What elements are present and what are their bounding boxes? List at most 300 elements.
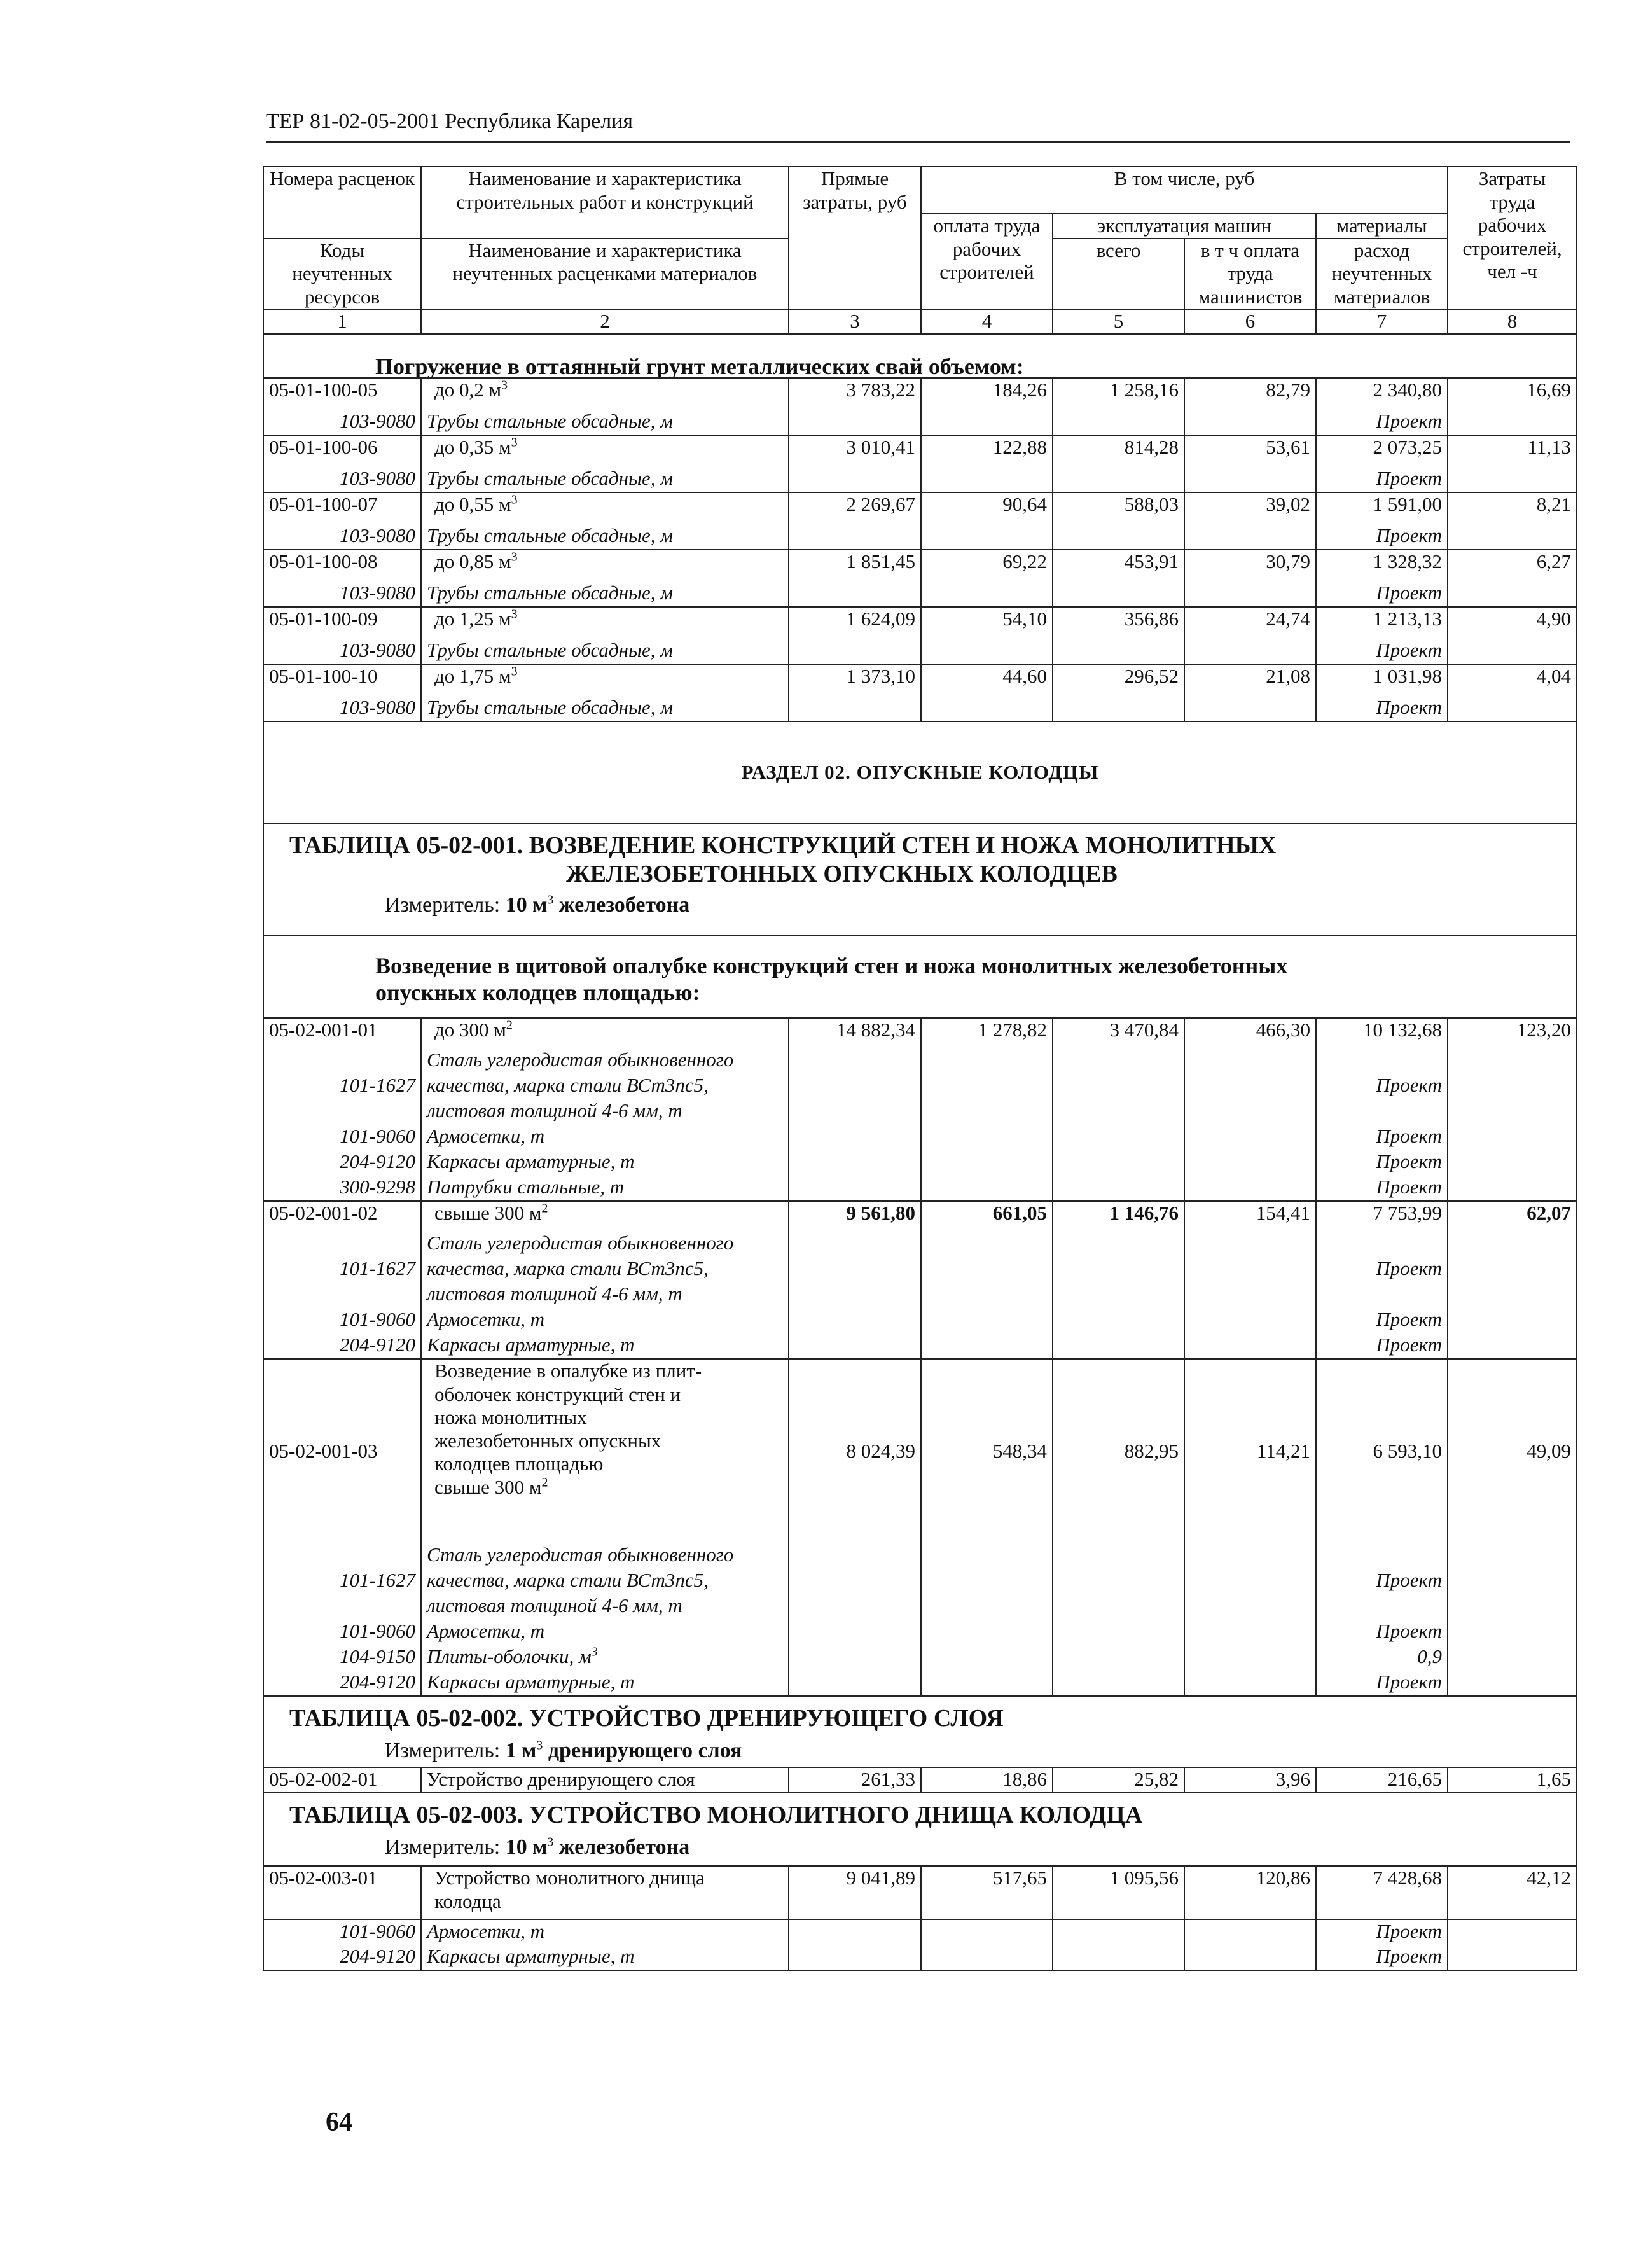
- machine-labor-cost: 466,30: [1184, 1018, 1316, 1048]
- hdr-group-machines: эксплуатация машин: [1053, 214, 1316, 239]
- hdr-col6: в т ч оплата труда машинистов: [1184, 239, 1316, 310]
- materials-cost: 7 753,99: [1316, 1201, 1448, 1232]
- material-code: [263, 1099, 421, 1125]
- rate-name: [421, 1201, 789, 1232]
- measure-label: Измеритель:: [385, 893, 501, 917]
- material-row: [263, 1125, 1577, 1150]
- empty-cell: [1053, 1283, 1184, 1308]
- material-name-text: Армосетки, т: [427, 1125, 545, 1147]
- material-row: [263, 1569, 1577, 1594]
- material-code: 204-9120: [263, 1333, 421, 1359]
- empty-cell: [1184, 1919, 1316, 1945]
- material-value: Проект: [1316, 1176, 1448, 1201]
- empty-cell: [1184, 1232, 1316, 1257]
- empty-cell: [789, 1283, 921, 1308]
- rate-name-line: Возведение в опалубке из плит-: [434, 1360, 702, 1382]
- rate-row: [263, 492, 1577, 524]
- empty-cell: [921, 524, 1053, 550]
- empty-cell: [1184, 1048, 1316, 1074]
- material-code: 101-1627: [263, 1257, 421, 1283]
- empty-cell: [789, 1620, 921, 1645]
- empty-cell: [789, 1176, 921, 1201]
- measure-sup: 3: [547, 893, 554, 907]
- t001-measure: [289, 893, 1571, 918]
- empty-cell: [1053, 1176, 1184, 1201]
- empty-cell: [1053, 1125, 1184, 1150]
- labor-hours: 16,69: [1448, 378, 1577, 410]
- material-row: [263, 696, 1577, 721]
- machine-labor-cost: 120,86: [1184, 1866, 1316, 1919]
- machine-labor-cost: 39,02: [1184, 492, 1316, 524]
- empty-cell: [789, 1645, 921, 1671]
- rate-name-line: колодцев площадью: [434, 1452, 604, 1475]
- rate-name-text: до 0,85 м: [434, 550, 511, 573]
- direct-cost: 9 041,89: [789, 1866, 921, 1919]
- material-value: [1316, 1048, 1448, 1074]
- labor-hours: 4,90: [1448, 607, 1577, 639]
- rate-name: [421, 550, 789, 581]
- material-name: [421, 1645, 789, 1671]
- rate-name: [421, 1018, 789, 1048]
- labor-cost: 661,05: [921, 1201, 1053, 1232]
- empty-cell: [1184, 1099, 1316, 1125]
- labor-hours: 123,20: [1448, 1018, 1577, 1048]
- material-name-text: Каркасы арматурные, т: [427, 1333, 635, 1356]
- direct-cost: 14 882,34: [789, 1018, 921, 1048]
- empty-cell: [789, 1594, 921, 1620]
- empty-cell: [1053, 1569, 1184, 1594]
- empty-cell: [1053, 1645, 1184, 1671]
- machine-cost: 25,82: [1053, 1767, 1184, 1793]
- t003-measure: [289, 1835, 1571, 1860]
- material-name: [421, 1594, 789, 1620]
- machine-cost: 588,03: [1053, 492, 1184, 524]
- machine-labor-cost: 114,21: [1184, 1359, 1316, 1543]
- material-value: Проект: [1316, 410, 1448, 435]
- col-number: 3: [789, 309, 921, 334]
- rate-code: 05-01-100-06: [263, 435, 421, 467]
- rate-name-text: свыше 300 м: [434, 1202, 542, 1224]
- material-name: [421, 1074, 789, 1099]
- header-rule: [266, 141, 1570, 143]
- direct-cost: 1 373,10: [789, 664, 921, 696]
- empty-cell: [789, 1074, 921, 1099]
- rate-row: [263, 1018, 1577, 1048]
- materials-cost: 216,65: [1316, 1767, 1448, 1793]
- machine-labor-cost: 30,79: [1184, 550, 1316, 581]
- materials-cost: 1 591,00: [1316, 492, 1448, 524]
- machine-cost: 882,95: [1053, 1359, 1184, 1543]
- empty-cell: [921, 1620, 1053, 1645]
- material-value: Проект: [1316, 1945, 1448, 1970]
- material-row: [263, 1283, 1577, 1308]
- materials-cost: 10 132,68: [1316, 1018, 1448, 1048]
- empty-cell: [921, 1671, 1053, 1696]
- empty-cell: [1053, 1594, 1184, 1620]
- empty-cell: [1448, 1048, 1577, 1074]
- empty-cell: [789, 1099, 921, 1125]
- material-name: [421, 1048, 789, 1074]
- rate-row: [263, 1359, 1577, 1543]
- rate-name-line: железобетонных опускных: [434, 1429, 661, 1452]
- rate-name-line: ножа монолитных: [434, 1406, 587, 1429]
- material-name-text: Сталь углеродистая обыкновенного: [427, 1048, 734, 1071]
- material-name: Трубы стальные обсадные, м: [421, 639, 789, 664]
- rate-name: [421, 664, 789, 696]
- material-name-text: Каркасы арматурные, т: [427, 1150, 635, 1172]
- rate-code: 05-02-003-01: [263, 1866, 421, 1919]
- rate-name: [421, 1359, 789, 1543]
- machine-labor-cost: 82,79: [1184, 378, 1316, 410]
- machine-cost: 453,91: [1053, 550, 1184, 581]
- piles-heading: Погружение в оттаянный грунт металлических свай объемом:: [375, 353, 1024, 379]
- unit-superscript: 2: [541, 1475, 548, 1490]
- empty-cell: [1184, 1074, 1316, 1099]
- rate-name: Устройство дренирующего слоя: [421, 1767, 789, 1793]
- machine-cost: 356,86: [1053, 607, 1184, 639]
- machine-cost: 3 470,84: [1053, 1018, 1184, 1048]
- empty-cell: [1053, 1945, 1184, 1970]
- direct-cost: 8 024,39: [789, 1359, 921, 1543]
- t001-title-cell: [263, 823, 1577, 935]
- material-value: 0,9: [1316, 1645, 1448, 1671]
- material-name: [421, 1919, 789, 1945]
- empty-cell: [1184, 1308, 1316, 1333]
- material-value: Проект: [1316, 1333, 1448, 1359]
- empty-cell: [1184, 1257, 1316, 1283]
- material-value: Проект: [1316, 1569, 1448, 1594]
- unit-superscript: 3: [511, 607, 518, 622]
- empty-cell: [921, 696, 1053, 721]
- empty-cell: [1184, 639, 1316, 664]
- empty-cell: [789, 1125, 921, 1150]
- empty-cell: [1053, 1333, 1184, 1359]
- t001-subhead-cell: [263, 935, 1577, 1018]
- empty-cell: [1053, 1543, 1184, 1569]
- hdr-col1-bottom: Коды неучтенных ресурсов: [263, 239, 421, 310]
- t001-title-line2: ЖЕЛЕЗОБЕТОННЫХ ОПУСКНЫХ КОЛОДЦЕВ: [566, 860, 1118, 887]
- t002-title-cell: [263, 1696, 1577, 1767]
- material-value: Проект: [1316, 1308, 1448, 1333]
- empty-cell: [1053, 1308, 1184, 1333]
- material-name: [421, 1308, 789, 1333]
- empty-cell: [921, 1257, 1053, 1283]
- material-value: Проект: [1316, 1620, 1448, 1645]
- rate-code: 05-02-001-01: [263, 1018, 421, 1048]
- col-number: 8: [1448, 309, 1577, 334]
- machine-cost: 1 095,56: [1053, 1866, 1184, 1919]
- rate-code: 05-02-001-03: [263, 1359, 421, 1543]
- empty-cell: [921, 1099, 1053, 1125]
- empty-cell: [1184, 696, 1316, 721]
- empty-cell: [1448, 1569, 1577, 1594]
- col-number: 6: [1184, 309, 1316, 334]
- material-row: [263, 1594, 1577, 1620]
- material-name-text: Каркасы арматурные, т: [427, 1945, 635, 1967]
- labor-cost: 54,10: [921, 607, 1053, 639]
- direct-cost: 1 624,09: [789, 607, 921, 639]
- empty-cell: [1053, 467, 1184, 492]
- col-number: 5: [1053, 309, 1184, 334]
- machine-labor-cost: 154,41: [1184, 1201, 1316, 1232]
- material-code: 103-9080: [263, 410, 421, 435]
- material-name-text: Армосетки, т: [427, 1920, 545, 1942]
- machine-cost: 296,52: [1053, 664, 1184, 696]
- empty-cell: [1448, 1543, 1577, 1569]
- empty-cell: [921, 1543, 1053, 1569]
- measure-unit: железобетона: [553, 893, 690, 917]
- empty-cell: [921, 639, 1053, 664]
- price-table: [263, 166, 1577, 380]
- empty-cell: [1053, 1671, 1184, 1696]
- material-code: 101-9060: [263, 1308, 421, 1333]
- t002-title: ТАБЛИЦА 05-02-002. УСТРОЙСТВО ДРЕНИРУЮЩЕГО СЛОЯ: [289, 1705, 1004, 1732]
- material-name-text: Сталь углеродистая обыкновенного: [427, 1232, 734, 1254]
- material-name-text: листовая толщиной 4-6 мм, т: [427, 1283, 682, 1305]
- empty-cell: [1184, 1671, 1316, 1696]
- t001-title-line1: ТАБЛИЦА 05-02-001. ВОЗВЕДЕНИЕ КОНСТРУКЦИЙ СТЕН И НОЖА МОНОЛИТНЫХ: [289, 832, 1277, 859]
- unit-superscript: 3: [511, 550, 518, 564]
- direct-cost: 9 561,80: [789, 1201, 921, 1232]
- empty-cell: [1448, 1125, 1577, 1150]
- labor-cost: 517,65: [921, 1866, 1053, 1919]
- rate-name: [421, 378, 789, 410]
- empty-cell: [1184, 1176, 1316, 1201]
- material-name-text: Плиты-оболочки, м: [427, 1645, 592, 1667]
- rate-name: [421, 607, 789, 639]
- materials-cost: 1 213,13: [1316, 607, 1448, 639]
- unit-superscript: 2: [506, 1018, 513, 1033]
- empty-cell: [789, 524, 921, 550]
- labor-hours: 42,12: [1448, 1866, 1577, 1919]
- material-value: [1316, 1594, 1448, 1620]
- empty-cell: [789, 581, 921, 607]
- material-row: [263, 1074, 1577, 1099]
- material-value: Проект: [1316, 524, 1448, 550]
- t001-subhead-line1: Возведение в щитовой опалубке конструкций стен и ножа монолитных железобетонных: [375, 953, 1288, 978]
- rate-code: 05-01-100-08: [263, 550, 421, 581]
- rate-row: [263, 1201, 1577, 1232]
- empty-cell: [789, 1919, 921, 1945]
- empty-cell: [921, 1232, 1053, 1257]
- empty-cell: [921, 1333, 1053, 1359]
- material-code: 104-9150: [263, 1645, 421, 1671]
- empty-cell: [1184, 581, 1316, 607]
- material-code: 101-9060: [263, 1919, 421, 1945]
- materials-cost: 7 428,68: [1316, 1866, 1448, 1919]
- machine-cost: 1 146,76: [1053, 1201, 1184, 1232]
- rate-code: 05-02-002-01: [263, 1767, 421, 1793]
- material-name: [421, 1176, 789, 1201]
- section-title-cell: [263, 721, 1577, 823]
- material-code: 103-9080: [263, 696, 421, 721]
- material-name: [421, 1257, 789, 1283]
- empty-cell: [789, 1232, 921, 1257]
- measure-unit: железобетона: [553, 1835, 690, 1859]
- labor-cost: 69,22: [921, 550, 1053, 581]
- empty-cell: [921, 1074, 1053, 1099]
- rate-name: [421, 435, 789, 467]
- empty-cell: [1053, 581, 1184, 607]
- empty-cell: [1184, 1333, 1316, 1359]
- material-row: [263, 467, 1577, 492]
- col-number: 7: [1316, 309, 1448, 334]
- empty-cell: [1448, 1074, 1577, 1099]
- empty-cell: [1184, 1620, 1316, 1645]
- direct-cost: 1 851,45: [789, 550, 921, 581]
- material-value: [1316, 1232, 1448, 1257]
- material-name: [421, 1945, 789, 1970]
- labor-hours: 4,04: [1448, 664, 1577, 696]
- empty-cell: [1184, 1645, 1316, 1671]
- material-value: Проект: [1316, 696, 1448, 721]
- material-name-text: листовая толщиной 4-6 мм, т: [427, 1099, 682, 1122]
- material-code: 204-9120: [263, 1671, 421, 1696]
- material-name: Трубы стальные обсадные, м: [421, 581, 789, 607]
- hdr-col2-top: Наименование и характеристика строительных работ и конструкций: [421, 167, 789, 214]
- direct-cost: 3 783,22: [789, 378, 921, 410]
- empty-cell: [789, 1308, 921, 1333]
- empty-cell: [1184, 524, 1316, 550]
- material-value: Проект: [1316, 639, 1448, 664]
- measure-value: 10 м: [505, 893, 548, 917]
- material-name-text: Каркасы арматурные, т: [427, 1671, 635, 1693]
- empty-cell: [789, 410, 921, 435]
- empty-cell: [921, 1176, 1053, 1201]
- empty-cell: [1184, 1594, 1316, 1620]
- empty-cell: [1448, 1150, 1577, 1176]
- empty-cell: [1053, 1048, 1184, 1074]
- rate-name-text: до 300 м: [434, 1019, 506, 1041]
- empty-cell: [921, 1945, 1053, 1970]
- empty-cell: [1448, 1594, 1577, 1620]
- empty-cell: [789, 639, 921, 664]
- rate-name-line: колодца: [434, 1889, 501, 1912]
- empty-cell: [1053, 1919, 1184, 1945]
- empty-cell: [921, 581, 1053, 607]
- material-row: [263, 1645, 1577, 1671]
- material-name-text: листовая толщиной 4-6 мм, т: [427, 1594, 682, 1617]
- empty-cell: [1448, 1919, 1577, 1945]
- labor-cost: 548,34: [921, 1359, 1053, 1543]
- material-name-text: качества, марка стали ВСт3пс5,: [427, 1074, 709, 1096]
- empty-cell: [1448, 1671, 1577, 1696]
- material-row: [263, 1048, 1577, 1074]
- material-value: Проект: [1316, 1671, 1448, 1696]
- t003-title-cell: [263, 1793, 1577, 1866]
- material-row: [263, 1333, 1577, 1359]
- hdr-group-materials: материалы: [1316, 214, 1448, 239]
- hdr-col7: расход неучтенных материалов: [1316, 239, 1448, 310]
- measure-value: 10 м: [505, 1835, 548, 1859]
- empty-cell: [1448, 467, 1577, 492]
- empty-cell: [921, 1308, 1053, 1333]
- empty-cell: [789, 1543, 921, 1569]
- material-code: [263, 1594, 421, 1620]
- material-row: [263, 524, 1577, 550]
- hdr-col2-bottom: Наименование и характеристика неучтенных расценками материалов: [421, 239, 789, 310]
- unit-superscript: 3: [511, 664, 518, 679]
- empty-cell: [1053, 1620, 1184, 1645]
- hdr-col8: Затраты труда рабочих строителей, чел -ч: [1448, 167, 1577, 309]
- rate-name-text: до 0,2 м: [434, 379, 502, 401]
- empty-cell: [1448, 1620, 1577, 1645]
- material-name-text: Армосетки, т: [427, 1620, 545, 1642]
- t002-measure: [289, 1738, 1571, 1764]
- material-row: [263, 1671, 1577, 1696]
- empty-cell: [921, 1569, 1053, 1594]
- rate-name-text: свыше 300 м: [434, 1475, 542, 1498]
- rate-code: 05-01-100-09: [263, 607, 421, 639]
- piles-heading-cell: [263, 334, 1577, 380]
- unit-superscript: 2: [541, 1201, 548, 1216]
- hdr-group-incl: В том числе, руб: [921, 167, 1448, 214]
- empty-cell: [789, 1671, 921, 1696]
- material-row: [263, 1232, 1577, 1257]
- empty-cell: [1448, 1257, 1577, 1283]
- unit-superscript: 3: [511, 435, 518, 450]
- empty-cell: [1448, 410, 1577, 435]
- empty-cell: [1448, 1308, 1577, 1333]
- materials-cost: 2 073,25: [1316, 435, 1448, 467]
- material-value: Проект: [1316, 1257, 1448, 1283]
- labor-hours: 62,07: [1448, 1201, 1577, 1232]
- material-name: [421, 1099, 789, 1125]
- rate-name-text: до 1,25 м: [434, 608, 511, 630]
- empty-cell: [1053, 1232, 1184, 1257]
- empty-cell: [921, 467, 1053, 492]
- rate-name-line: Устройство монолитного днища: [434, 1867, 705, 1889]
- rate-code: 05-01-100-10: [263, 664, 421, 696]
- empty-cell: [1053, 410, 1184, 435]
- empty-cell: [789, 1048, 921, 1074]
- empty-cell: [1448, 1645, 1577, 1671]
- empty-cell: [1053, 1257, 1184, 1283]
- material-row: [263, 1099, 1577, 1125]
- labor-cost: 184,26: [921, 378, 1053, 410]
- document-title: ТЕР 81-02-05-2001 Республика Карелия: [266, 109, 634, 133]
- col-number: 1: [263, 309, 421, 334]
- machine-labor-cost: 21,08: [1184, 664, 1316, 696]
- measure-sup: 3: [547, 1835, 554, 1849]
- material-name-text: Патрубки стальные, т: [427, 1176, 625, 1198]
- material-name: [421, 1543, 789, 1569]
- empty-cell: [1448, 1232, 1577, 1257]
- material-value: Проект: [1316, 1125, 1448, 1150]
- empty-cell: [789, 1150, 921, 1176]
- empty-cell: [789, 1333, 921, 1359]
- material-code: 103-9080: [263, 639, 421, 664]
- hdr-col5: всего: [1053, 239, 1184, 310]
- empty-cell: [1448, 1333, 1577, 1359]
- empty-cell: [1448, 581, 1577, 607]
- direct-cost: 2 269,67: [789, 492, 921, 524]
- rate-row: [263, 607, 1577, 639]
- material-name: [421, 1283, 789, 1308]
- material-name-text: качества, марка стали ВСт3пс5,: [427, 1569, 709, 1591]
- labor-hours: 1,65: [1448, 1767, 1577, 1793]
- column-numbers-row: [263, 309, 1577, 334]
- empty-cell: [789, 1945, 921, 1970]
- material-value: Проект: [1316, 1150, 1448, 1176]
- rate-code: 05-01-100-07: [263, 492, 421, 524]
- material-row: [263, 1176, 1577, 1201]
- empty-cell: [1184, 1569, 1316, 1594]
- unit-superscript: 3: [511, 492, 518, 507]
- material-name: [421, 1150, 789, 1176]
- material-value: Проект: [1316, 581, 1448, 607]
- material-value: Проект: [1316, 1919, 1448, 1945]
